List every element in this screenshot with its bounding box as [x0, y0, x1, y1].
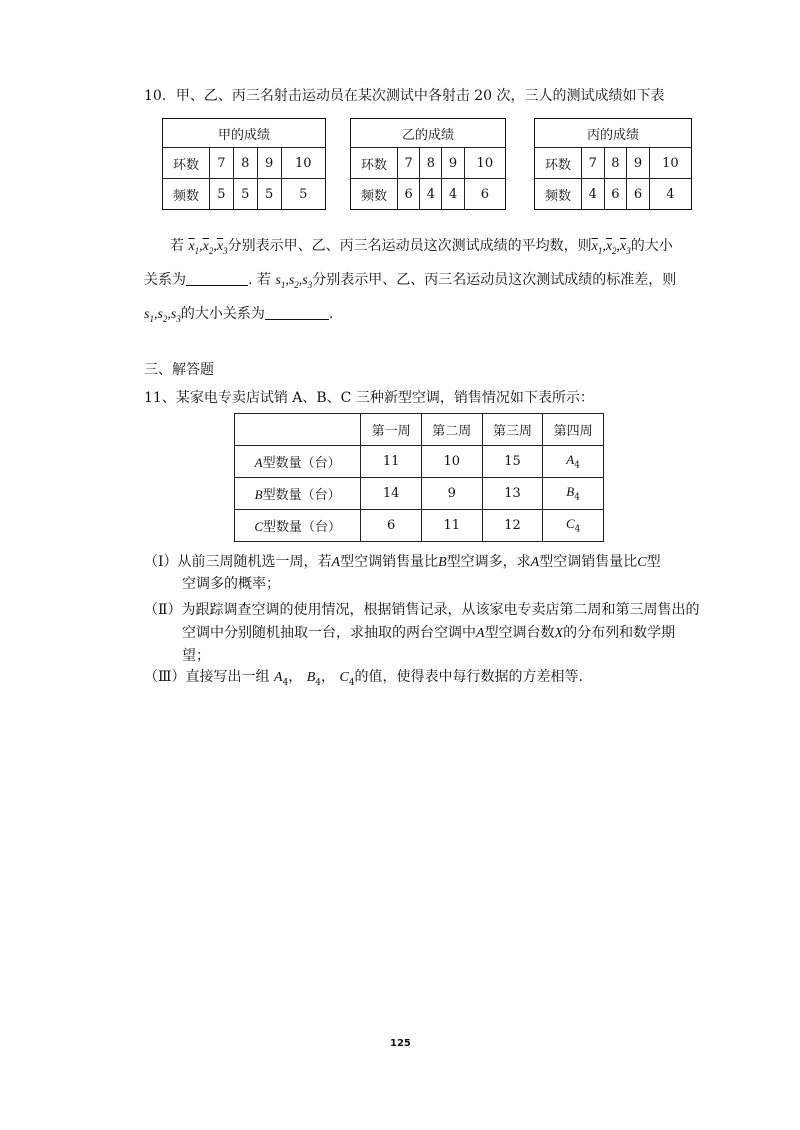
answer-blank: [186, 271, 248, 286]
cell: 6: [627, 179, 650, 210]
header-cell: 第一周: [361, 414, 422, 446]
cell: 5: [233, 179, 257, 210]
row-label: 频数: [163, 179, 210, 210]
cell: 7: [210, 148, 234, 179]
score-table-bing: [534, 118, 692, 210]
cell: 9: [627, 148, 650, 179]
cell: 6: [398, 179, 420, 210]
row-label: C型数量（台）: [235, 510, 361, 542]
q11-part1: （Ⅰ）从前三周随机选一周，若A型空调销售量比B型空调多，求A型空调销售量比C型: [144, 554, 661, 570]
cell: 8: [604, 148, 627, 179]
q10-intro: 10．甲、乙、丙三名射击运动员在某次测试中各射击 20 次，三人的测试成绩如下表: [144, 88, 665, 104]
score-table-jia: [162, 118, 326, 210]
table-row: [235, 478, 604, 510]
table-title: 乙的成绩: [351, 119, 505, 148]
cell: 5: [257, 179, 281, 210]
cell: 10: [421, 446, 482, 478]
q11-part2: （Ⅱ）为跟踪调查空调的使用情况，根据销售记录，从该家电专卖店第二周和第三周售出的: [144, 602, 700, 618]
table-header-row: [235, 414, 604, 446]
math-s-stds: $s_1,s_2,s_3$: [275, 273, 313, 290]
cell: 9: [442, 148, 464, 179]
cell: 6: [604, 179, 627, 210]
cell: 7: [582, 148, 605, 179]
section-title: 三、解答题: [144, 362, 214, 378]
cell: 6: [464, 179, 505, 210]
cell: 5: [210, 179, 234, 210]
row-label: B型数量（台）: [235, 478, 361, 510]
row-label: A型数量（台）: [235, 446, 361, 478]
header-cell: 第四周: [543, 414, 604, 446]
table-title: 甲的成绩: [163, 119, 325, 148]
cell: 7: [398, 148, 420, 179]
q11-intro: 11、某家电专卖店试销 A、B、C 三种新型空调，销售情况如下表所示：: [144, 390, 594, 406]
cell: 10: [649, 148, 691, 179]
cell: 4: [442, 179, 464, 210]
cell: 14: [361, 478, 422, 510]
page-number: 125: [390, 1038, 411, 1049]
q11-part2-line2: 空调中分别随机抽取一台，求抽取的两台空调中A型空调台数X的分布列和数学期: [182, 625, 676, 641]
q10-std-line-2: $s_1,s_2,s_3$的大小关系为 .: [144, 306, 334, 324]
score-table-yi: [350, 118, 506, 210]
cell: 4: [582, 179, 605, 210]
q11-part3: （Ⅲ）直接写出一组 $A_4$， $B_4$， $C_4$的值，使得表中每行数据的方差相等.: [144, 669, 583, 688]
cell: 4: [420, 179, 442, 210]
cell: 13: [482, 478, 543, 510]
q11-part2-line3: 望；: [182, 648, 210, 664]
row-label: 环数: [351, 148, 398, 179]
cell: 11: [361, 446, 422, 478]
cell: $A_4$: [543, 446, 604, 478]
cell: $B_4$: [543, 478, 604, 510]
table-row: [235, 446, 604, 478]
cell: 11: [421, 510, 482, 542]
cell: 5: [281, 179, 325, 210]
math-x-means: $\overline{x}_1,\overline{x}_2,\overline{x}_3$: [188, 239, 228, 256]
cell: 4: [649, 179, 691, 210]
answer-blank: [265, 305, 329, 320]
math-s-stds-2: $s_1,s_2,s_3$: [144, 307, 181, 324]
cell: $C_4$: [543, 510, 604, 542]
math-x-means-2: $\overline{x}_1,\overline{x}_2,\overline{x}_3$: [591, 239, 631, 256]
sales-table: [234, 413, 604, 542]
row-label: 频数: [535, 179, 582, 210]
q10-mean-line: 若 $\overline{x}_1,\overline{x}_2,\overline{x}_3$分别表示甲、乙、丙三名运动员这次测试成绩的平均数，则$\overline{x}_1,\overline{x}_2,\overline{x}_3$的大小: [170, 238, 673, 256]
row-label: 环数: [163, 148, 210, 179]
cell: 15: [482, 446, 543, 478]
cell: 12: [482, 510, 543, 542]
row-label: 频数: [351, 179, 398, 210]
cell: 10: [464, 148, 505, 179]
table-row: [235, 510, 604, 542]
cell: 8: [233, 148, 257, 179]
cell: 9: [257, 148, 281, 179]
header-cell: [235, 414, 361, 446]
cell: 8: [420, 148, 442, 179]
q11-part1-line2: 空调多的概率；: [182, 576, 280, 592]
cell: 9: [421, 478, 482, 510]
row-label: 环数: [535, 148, 582, 179]
header-cell: 第二周: [421, 414, 482, 446]
cell: 10: [281, 148, 325, 179]
table-title: 丙的成绩: [535, 119, 691, 148]
cell: 6: [361, 510, 422, 542]
header-cell: 第三周: [482, 414, 543, 446]
q10-std-line: 关系为 . 若 $s_1,s_2,s_3$分别表示甲、乙、丙三名运动员这次测试成绩的标准差，则: [144, 272, 677, 290]
